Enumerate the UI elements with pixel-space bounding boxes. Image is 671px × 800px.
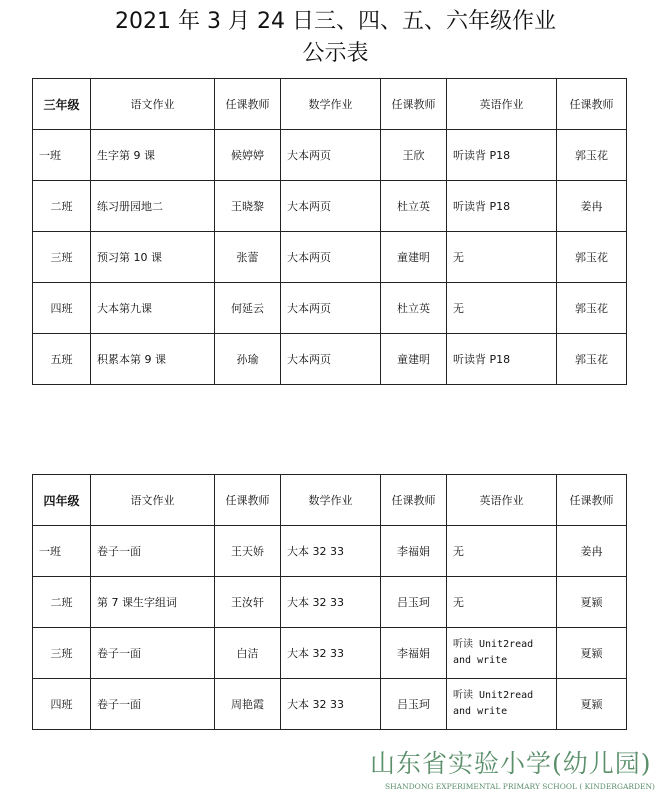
math-homework-cell: 大本两页: [281, 181, 381, 232]
grade3-homework-table: [32, 78, 627, 385]
table-row: [33, 334, 627, 385]
teacher-cell: 姜冉: [557, 181, 627, 232]
teacher-cell: 夏颍: [557, 679, 627, 730]
column-header: 英语作业: [447, 79, 557, 130]
english-homework-cell: 听读背 P18: [447, 130, 557, 181]
column-header: 任课教师: [215, 475, 281, 526]
teacher-cell: 郭玉花: [557, 130, 627, 181]
column-header: 任课教师: [557, 475, 627, 526]
chinese-homework-cell: 生字第 9 课: [91, 130, 215, 181]
table-row: [33, 232, 627, 283]
teacher-cell: 吕玉珂: [381, 679, 447, 730]
class-cell: 五班: [33, 334, 91, 385]
class-cell: 一班: [33, 130, 91, 181]
table-row: [33, 283, 627, 334]
english-homework-cell: 无: [447, 283, 557, 334]
teacher-cell: 姜冉: [557, 526, 627, 577]
class-cell: 二班: [33, 577, 91, 628]
chinese-homework-cell: 卷子一面: [91, 526, 215, 577]
table-row: [33, 577, 627, 628]
school-logo-english: SHANDONG EXPERIMENTAL PRIMARY SCHOOL ( KINDERGARDEN): [385, 782, 655, 791]
grade-header: 四年级: [33, 475, 91, 526]
chinese-homework-cell: 卷子一面: [91, 679, 215, 730]
class-cell: 一班: [33, 526, 91, 577]
chinese-homework-cell: 预习第 10 课: [91, 232, 215, 283]
table-row: [33, 526, 627, 577]
teacher-cell: 周艳霞: [215, 679, 281, 730]
column-header: 英语作业: [447, 475, 557, 526]
school-logo-text: 山东省实验小学(幼儿园): [370, 749, 652, 778]
column-header: 任课教师: [557, 79, 627, 130]
teacher-cell: 孙瑜: [215, 334, 281, 385]
class-cell: 三班: [33, 232, 91, 283]
chinese-homework-cell: 练习册园地二: [91, 181, 215, 232]
column-header: 任课教师: [381, 79, 447, 130]
column-header: 语文作业: [91, 475, 215, 526]
math-homework-cell: 大本两页: [281, 283, 381, 334]
math-homework-cell: 大本 32 33: [281, 577, 381, 628]
chinese-homework-cell: 大本第九课: [91, 283, 215, 334]
teacher-cell: 郭玉花: [557, 232, 627, 283]
class-cell: 四班: [33, 679, 91, 730]
math-homework-cell: 大本两页: [281, 334, 381, 385]
teacher-cell: 夏颍: [557, 577, 627, 628]
grade4-homework-table: [32, 474, 627, 730]
column-header: 任课教师: [381, 475, 447, 526]
teacher-cell: 童建明: [381, 334, 447, 385]
teacher-cell: 童建明: [381, 232, 447, 283]
teacher-cell: 夏颍: [557, 628, 627, 679]
teacher-cell: 李福娟: [381, 628, 447, 679]
teacher-cell: 王汝轩: [215, 577, 281, 628]
teacher-cell: 王欣: [381, 130, 447, 181]
math-homework-cell: 大本两页: [281, 130, 381, 181]
english-homework-cell: 听读 Unit2read and write: [447, 679, 557, 730]
column-header: 数学作业: [281, 475, 381, 526]
chinese-homework-cell: 积累本第 9 课: [91, 334, 215, 385]
teacher-cell: 杜立英: [381, 181, 447, 232]
teacher-cell: 张蕾: [215, 232, 281, 283]
table-header-row: [33, 79, 627, 130]
table-row: [33, 628, 627, 679]
table-row: [33, 130, 627, 181]
teacher-cell: 白洁: [215, 628, 281, 679]
page-title: 2021 年 3 月 24 日三、四、五、六年级作业: [115, 9, 556, 34]
grade-header: 三年级: [33, 79, 91, 130]
table-header-row: [33, 475, 627, 526]
page-subtitle: 公示表: [302, 41, 369, 66]
column-header: 任课教师: [215, 79, 281, 130]
math-homework-cell: 大本 32 33: [281, 679, 381, 730]
english-homework-cell: 无: [447, 232, 557, 283]
teacher-cell: 王天娇: [215, 526, 281, 577]
table-row: [33, 181, 627, 232]
english-homework-cell: 听读背 P18: [447, 334, 557, 385]
math-homework-cell: 大本 32 33: [281, 628, 381, 679]
teacher-cell: 李福娟: [381, 526, 447, 577]
class-cell: 二班: [33, 181, 91, 232]
chinese-homework-cell: 卷子一面: [91, 628, 215, 679]
teacher-cell: 杜立英: [381, 283, 447, 334]
teacher-cell: 候婷婷: [215, 130, 281, 181]
teacher-cell: 王晓黎: [215, 181, 281, 232]
teacher-cell: 郭玉花: [557, 283, 627, 334]
class-cell: 三班: [33, 628, 91, 679]
column-header: 语文作业: [91, 79, 215, 130]
english-homework-cell: 无: [447, 526, 557, 577]
english-homework-cell: 听读 Unit2read and write: [447, 628, 557, 679]
english-homework-cell: 听读背 P18: [447, 181, 557, 232]
table-row: [33, 679, 627, 730]
math-homework-cell: 大本 32 33: [281, 526, 381, 577]
teacher-cell: 吕玉珂: [381, 577, 447, 628]
column-header: 数学作业: [281, 79, 381, 130]
chinese-homework-cell: 第 7 课生字组词: [91, 577, 215, 628]
class-cell: 四班: [33, 283, 91, 334]
teacher-cell: 何延云: [215, 283, 281, 334]
math-homework-cell: 大本两页: [281, 232, 381, 283]
teacher-cell: 郭玉花: [557, 334, 627, 385]
english-homework-cell: 无: [447, 577, 557, 628]
